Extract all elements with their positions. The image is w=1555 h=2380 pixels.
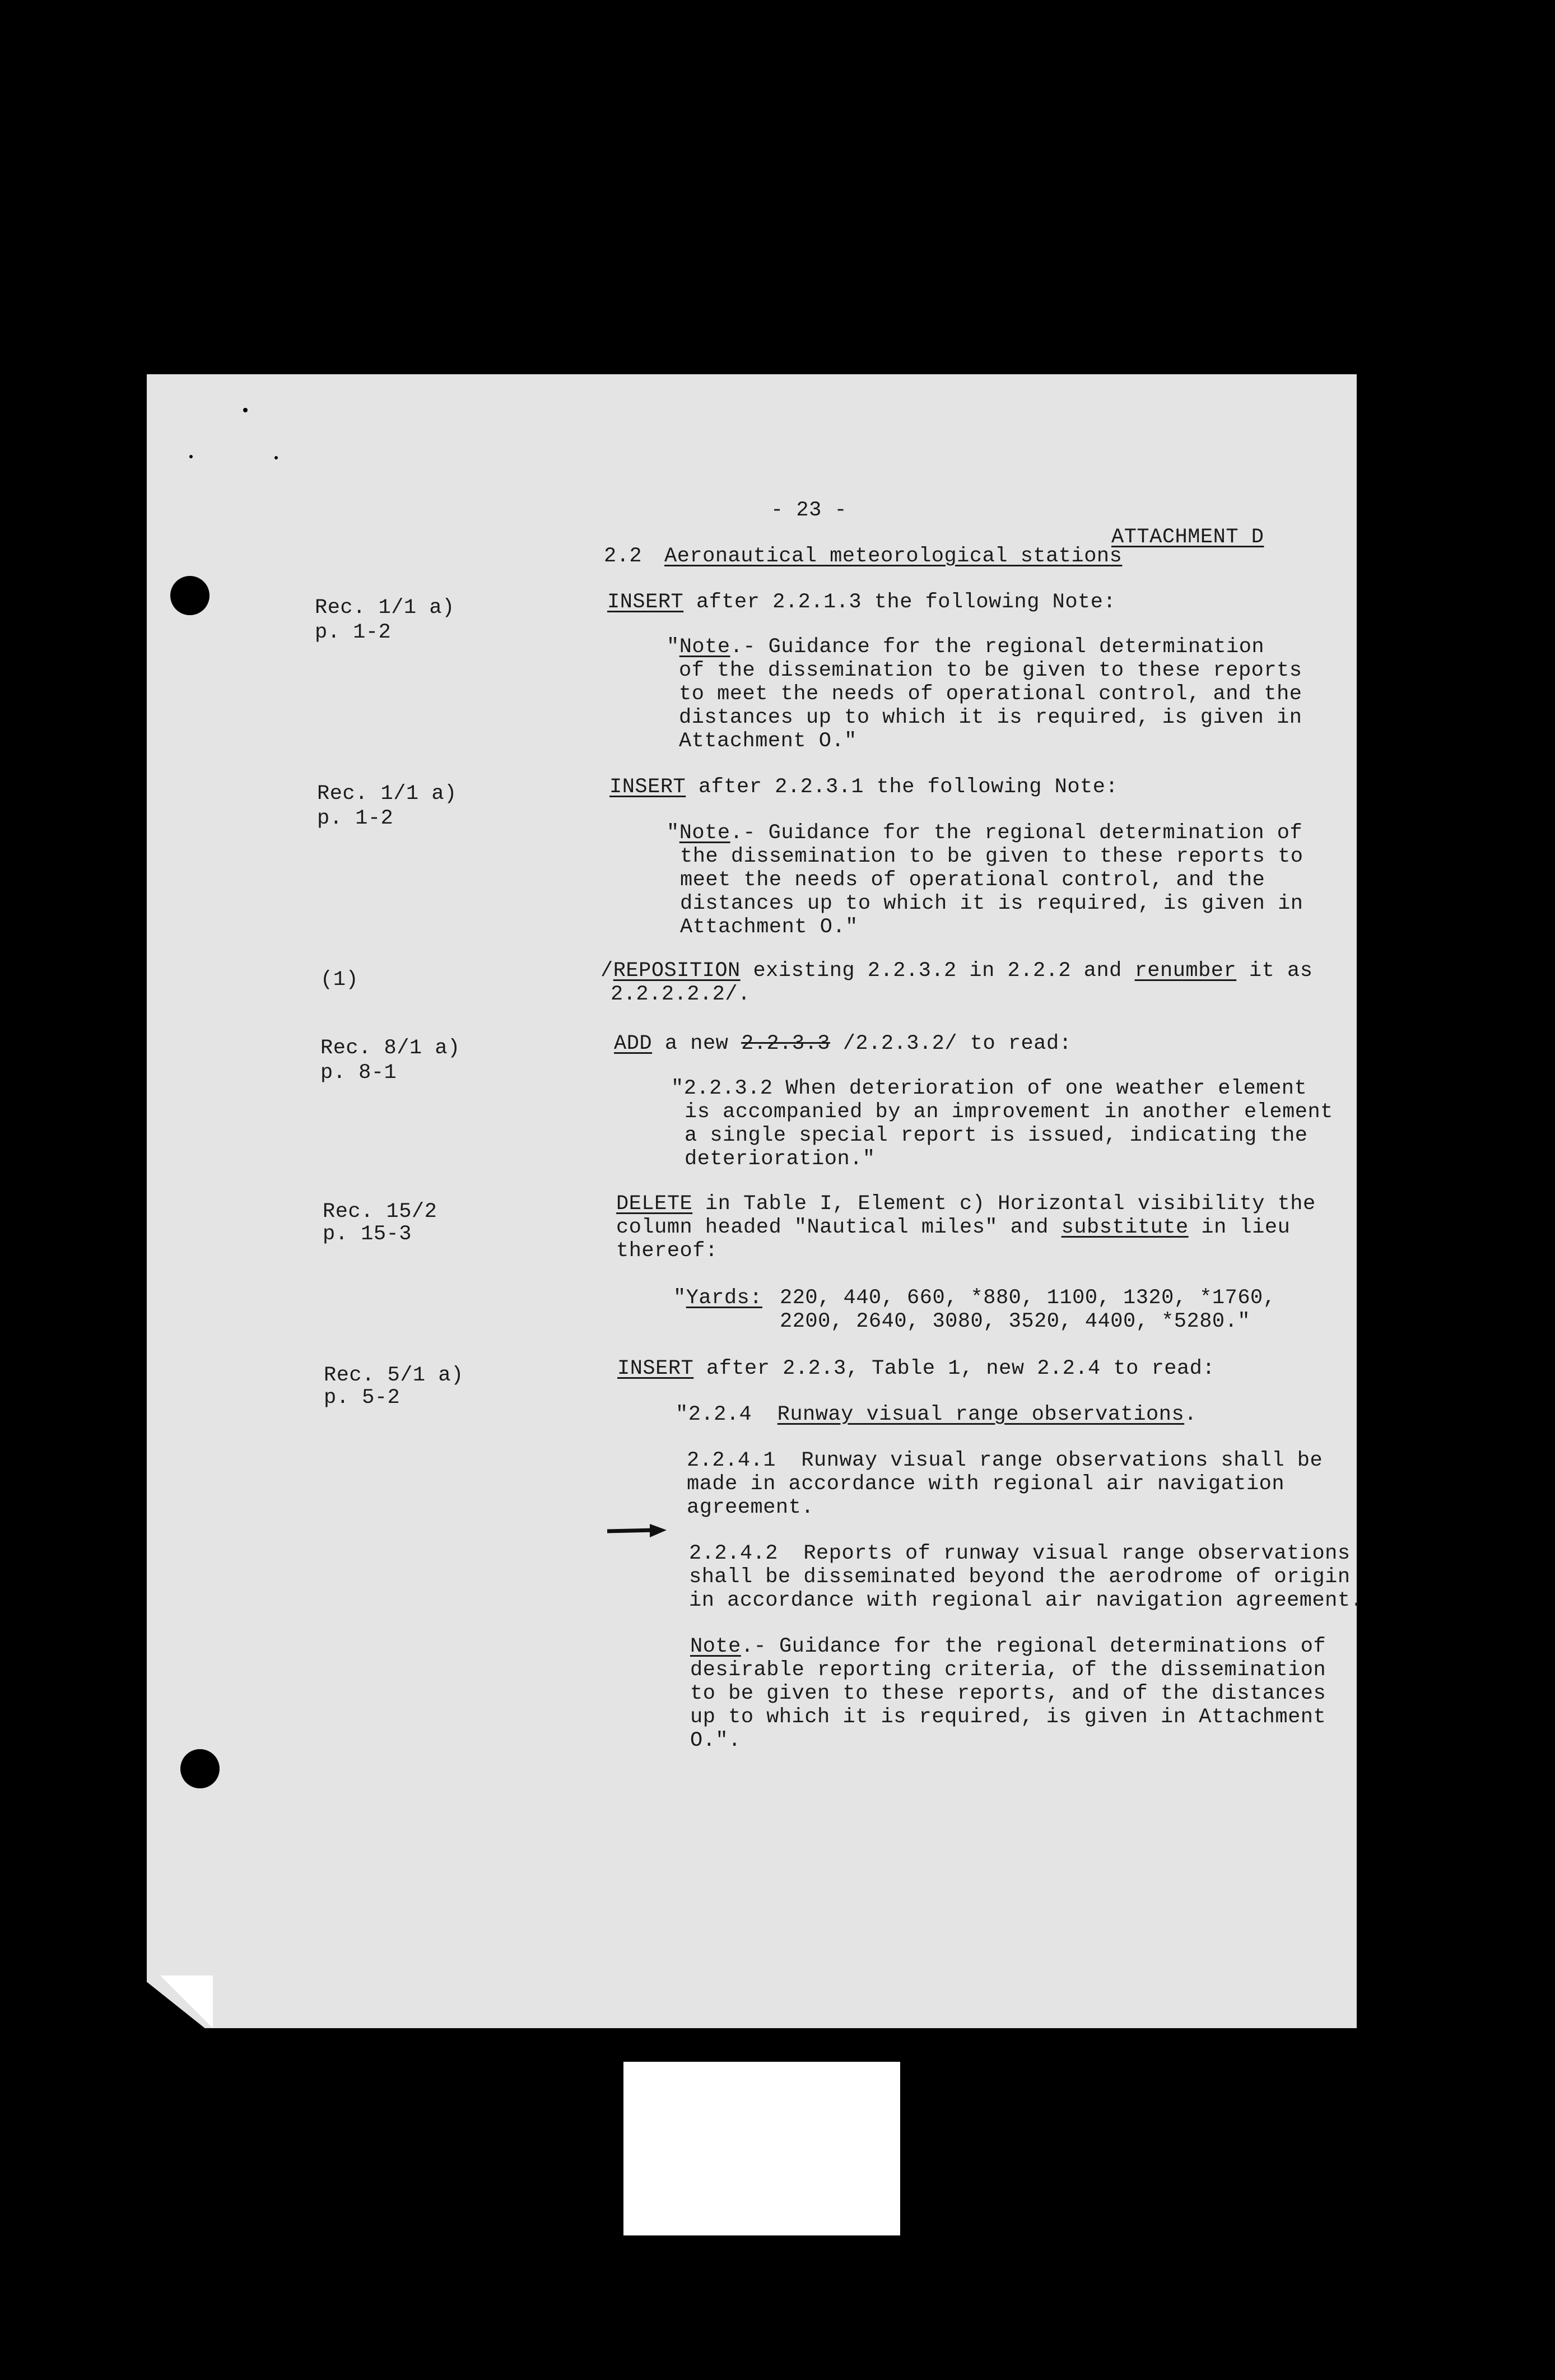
punch-hole-top [170, 576, 209, 615]
note-line: meet the needs of operational control, and the [680, 868, 1265, 892]
note-text: .- Guidance for the regional determination [730, 635, 1265, 659]
yards-label: Yards: [686, 1286, 762, 1310]
note-line: O.". [690, 1729, 741, 1753]
note-line: Attachment O." [679, 729, 857, 753]
note-line: distances up to which it is required, is given in [679, 706, 1302, 729]
instruction-text: in lieu [1188, 1216, 1291, 1239]
paragraph-line: agreement. [687, 1496, 814, 1519]
quote-line: deterioration." [685, 1147, 876, 1171]
yards-values: 220, 440, 660, *880, 1100, 1320, *1760, [780, 1286, 1276, 1310]
section-number: 2.2 [604, 545, 643, 568]
margin-ref-page: p. 8-1 [320, 1061, 397, 1085]
quote-line: a single special report is issued, indicating the [685, 1124, 1308, 1147]
note-line: the dissemination to be given to these reports to [680, 845, 1303, 868]
speck [243, 408, 248, 412]
paragraph-line: made in accordance with regional air navigation [687, 1472, 1285, 1496]
instruction-line [607, 591, 1116, 614]
instruction-line [609, 775, 1118, 799]
paragraph-line: in accordance with regional air navigation agreement. [689, 1589, 1363, 1612]
note-text: .- Guidance for the regional determination of [730, 821, 1303, 845]
folded-corner [160, 1975, 213, 2028]
instruction-keyword: ADD [614, 1032, 653, 1056]
note-line: of the dissemination to be given to these reports [679, 659, 1302, 682]
note-line: to be given to these reports, and of the distances [690, 1682, 1326, 1705]
instruction-keyword: REPOSITION [613, 959, 741, 983]
section-heading-end: . [1184, 1403, 1197, 1426]
instruction-text: in Table I, Element c) Horizontal visibility the [692, 1192, 1316, 1216]
note-keyword: Note [679, 635, 730, 659]
margin-ref: Rec. 1/1 a) [315, 596, 455, 620]
paragraph-line: 2.2.4.2 Reports of runway visual range observations [689, 1542, 1351, 1565]
paragraph-line: shall be disseminated beyond the aerodrome of origin [689, 1565, 1351, 1589]
blank-card [623, 2062, 900, 2235]
note-line: to meet the needs of operational control, and the [679, 682, 1302, 706]
speck [189, 455, 193, 458]
quote-mark: " [673, 1286, 686, 1310]
quote-line: "2.2.3.2 When deterioration of one weather element [671, 1077, 1307, 1100]
margin-ref: Rec. 5/1 a) [324, 1364, 464, 1387]
instruction-text: a new [652, 1032, 742, 1056]
margin-ref: Rec. 8/1 a) [320, 1036, 460, 1060]
instruction-text: after 2.2.1.3 the following Note: [683, 591, 1116, 614]
struck-number: 2.2.3.3 [741, 1032, 830, 1056]
instruction-keyword: DELETE [616, 1192, 693, 1216]
margin-arrow [606, 1523, 668, 1540]
instruction-text: after 2.2.3, Table 1, new 2.2.4 to read: [693, 1357, 1216, 1380]
instruction-line [616, 1216, 1290, 1239]
instruction-text: /2.2.3.2/ to read: [830, 1032, 1072, 1056]
instruction-line: thereof: [616, 1239, 718, 1263]
section-title: Aeronautical meteorological stations [664, 545, 1123, 568]
instruction-text: column headed "Nautical miles" and [616, 1216, 1062, 1239]
note-text: .- Guidance for the regional determinations of [741, 1635, 1326, 1658]
yards-values: 2200, 2640, 3080, 3520, 4400, *5280." [780, 1310, 1251, 1333]
yards-label-line [673, 1286, 762, 1310]
instruction-keyword: INSERT [617, 1357, 694, 1380]
instruction-line [617, 1357, 1215, 1380]
note-line: desirable reporting criteria, of the dissemination [690, 1658, 1326, 1682]
note-line [690, 1635, 1326, 1658]
note-line: "Note.- Guidance for the regional determination [667, 635, 1265, 659]
section-heading-title: Runway visual range observations [777, 1403, 1185, 1426]
margin-ref-page: p. 15-3 [323, 1222, 412, 1246]
margin-ref: Rec. 15/2 [323, 1200, 437, 1224]
instruction-keyword-2: substitute [1061, 1216, 1189, 1239]
margin-ref: (1) [320, 968, 359, 992]
instruction-text: existing 2.2.3.2 in 2.2.2 and [740, 959, 1135, 983]
section-heading-number: "2.2.4 [676, 1403, 778, 1426]
instruction-line [614, 1032, 1072, 1056]
instruction-text: after 2.2.3.1 the following Note: [686, 775, 1119, 799]
margin-ref: Rec. 1/1 a) [317, 782, 457, 806]
instruction-keyword: INSERT [609, 775, 686, 799]
instruction-keyword: INSERT [607, 591, 684, 614]
note-line: distances up to which it is required, is given in [680, 892, 1303, 915]
punch-hole-bottom [180, 1749, 220, 1788]
note-line: "Note.- Guidance for the regional determination of [667, 821, 1303, 845]
paragraph-line: 2.2.4.1 Runway visual range observations shall be [687, 1449, 1323, 1472]
quote-line: is accompanied by an improvement in another element [685, 1100, 1333, 1124]
note-line: Attachment O." [680, 915, 858, 939]
note-keyword: Note [679, 821, 730, 845]
margin-ref-page: p. 1-2 [317, 807, 394, 830]
instruction-line: /REPOSITION existing 2.2.3.2 in 2.2.2 and renumber it as [600, 959, 1313, 983]
instruction-keyword-2: renumber [1134, 959, 1237, 983]
section-heading [676, 1403, 1197, 1426]
margin-ref-page: p. 5-2 [324, 1386, 401, 1410]
page-number: - 23 - [771, 499, 848, 522]
instruction-text: it as [1236, 959, 1313, 983]
note-line: up to which it is required, is given in Attachment [690, 1705, 1326, 1729]
margin-ref-page: p. 1-2 [315, 621, 392, 644]
note-keyword: Note [690, 1635, 741, 1658]
instruction-line [616, 1192, 1316, 1216]
attachment-label: ATTACHMENT D [1111, 526, 1264, 549]
instruction-line: 2.2.2.2.2/. [611, 983, 751, 1006]
speck [274, 456, 278, 459]
